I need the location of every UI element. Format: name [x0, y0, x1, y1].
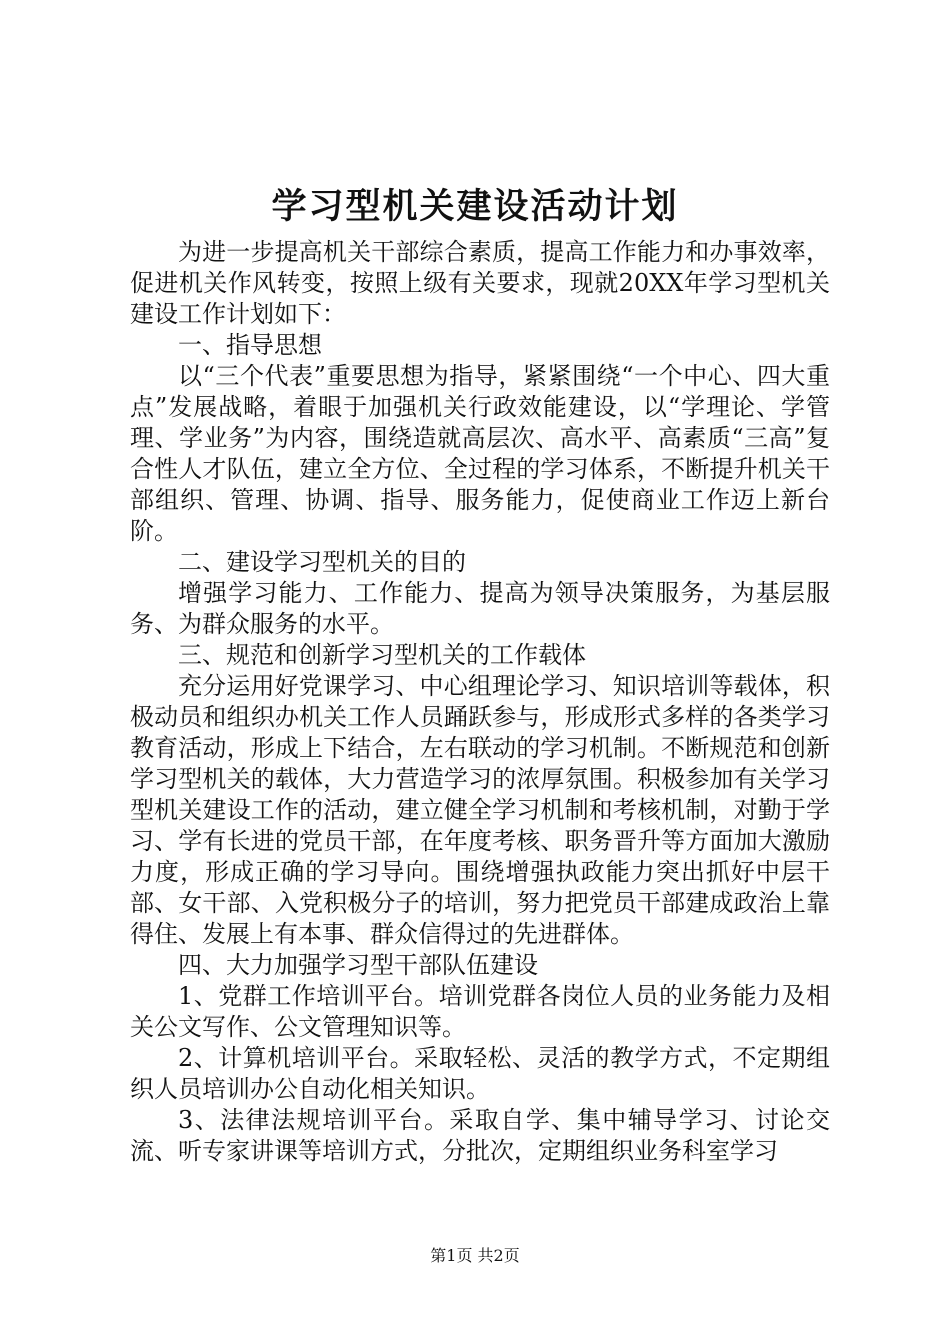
purpose-paragraph: 增强学习能力、工作能力、提高为领导决策服务，为基层服务、为群众服务的水平。	[130, 579, 830, 638]
section-heading-carriers: 三、规范和创新学习型机关的工作载体	[178, 641, 586, 669]
intro-paragraph: 为进一步提高机关干部综合素质，提高工作能力和办事效率，促进机关作风转变，按照上级有关要求，现就20XX年学习型机关建设工作计划如下：	[130, 238, 830, 328]
section-heading-purpose: 二、建设学习型机关的目的	[178, 548, 466, 576]
document-title: 学习型机关建设活动计划	[271, 186, 679, 227]
list-item: 1、党群工作培训平台。培训党群各岗位人员的业务能力及相关公文写作、公文管理知识等。	[130, 982, 830, 1041]
list-item: 2、计算机培训平台。采取轻松、灵活的教学方式，不定期组织人员培训办公自动化相关知识。	[130, 1044, 830, 1103]
page-footer: 第1页 共2页	[430, 1246, 520, 1265]
list-item: 3、法律法规培训平台。采取自学、集中辅导学习、讨论交流、听专家讲课等培训方式，分批次，定期组织业务科室学习	[130, 1106, 830, 1165]
guiding-ideology-paragraph: 以“三个代表”重要思想为指导，紧紧围绕“一个中心、四大重点”发展战略，着眼于加强机关行政效能建设，以“学理论、学管理、学业务”为内容，围绕造就高层次、高水平、高素质“三高”复合性人才队伍，建立全方位、全过程的学习体系，不断提升机关干部组织、管理、协调、指导、服务能力，促使商业工作迈上新台阶。	[130, 362, 830, 545]
section-heading-guiding-ideology: 一、指导思想	[178, 331, 322, 359]
document-body	[130, 237, 830, 1167]
carriers-paragraph: 充分运用好党课学习、中心组理论学习、知识培训等载体，积极动员和组织办机关工作人员踊跃参与，形成形式多样的各类学习教育活动，形成上下结合，左右联动的学习机制。不断规范和创新学习型机关的载体，大力营造学习的浓厚氛围。积极参加有关学习型机关建设工作的活动，建立健全学习机制和考核机制，对勤于学习、学有长进的党员干部，在年度考核、职务晋升等方面加大激励力度，形成正确的学习导向。围绕增强执政能力突出抓好中层干部、女干部、入党积极分子的培训，努力把党员干部建成政治上靠得住、发展上有本事、群众信得过的先进群体。	[130, 672, 830, 948]
section-heading-team-building: 四、大力加强学习型干部队伍建设	[178, 951, 538, 979]
